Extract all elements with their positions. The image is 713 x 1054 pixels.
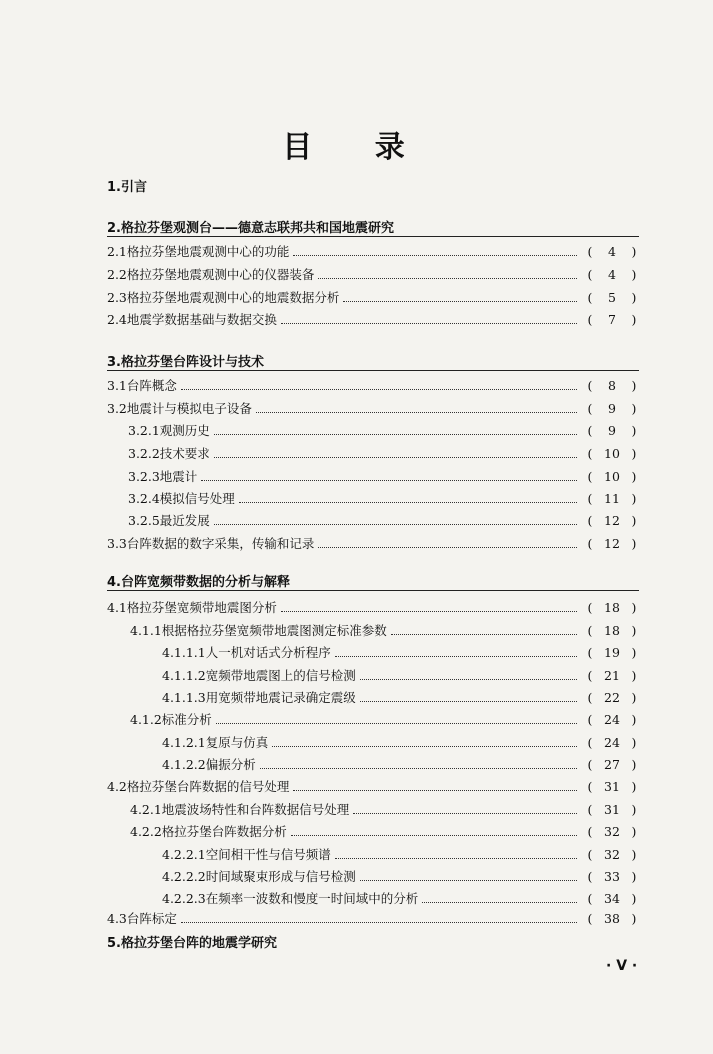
toc-entry-page: 9	[608, 401, 616, 416]
section-heading-5: 5.格拉芬堡台阵的地震学研究	[107, 936, 277, 951]
dot-leader	[214, 434, 577, 435]
toc-entry[interactable]: 3.2.2技术要求 ( 10 )	[128, 444, 639, 464]
toc-entry-page: 18	[604, 600, 620, 615]
toc-entry-label: 4.2格拉芬堡台阵数据的信号处理	[107, 779, 290, 794]
toc-entry[interactable]: 4.2.1地震波场特性和台阵数据信号处理 ( 31 )	[130, 800, 639, 820]
toc-entry-page: 32	[604, 824, 620, 839]
toc-entry-label: 3.2.4模拟信号处理	[128, 491, 235, 506]
dot-leader	[353, 813, 577, 814]
toc-entry-label: 4.2.1地震波场特性和台阵数据信号处理	[130, 802, 350, 817]
dot-leader	[343, 301, 577, 302]
toc-entry-label: 4.1.2.2偏振分析	[162, 757, 256, 772]
toc-entry-page: 11	[604, 491, 620, 506]
toc-entry-label: 4.1.2.1复原与仿真	[162, 735, 269, 750]
toc-entry-page: 38	[604, 911, 620, 926]
page-title: 目 录	[282, 130, 431, 165]
toc-entry-page: 12	[604, 513, 620, 528]
toc-entry-page: 21	[604, 668, 620, 683]
toc-entry-page: 24	[604, 712, 620, 727]
toc-entry[interactable]: 3.2.1观测历史 ( 9 )	[128, 421, 639, 441]
toc-entry[interactable]: 4.1格拉芬堡宽频带地震图分析 ( 18 )	[107, 598, 639, 618]
toc-entry[interactable]: 4.2.2.3在频率一波数和慢度一时间域中的分析 ( 34 )	[162, 889, 639, 909]
toc-entry[interactable]: 4.2格拉芬堡台阵数据的信号处理 ( 31 )	[107, 777, 639, 797]
toc-entry[interactable]: 4.1.1根据格拉芬堡宽频带地震图测定标准参数 ( 18 )	[130, 621, 639, 641]
toc-entry-label: 4.2.2.2时间域聚束形成与信号检测	[162, 869, 356, 884]
toc-entry-page: 19	[604, 645, 620, 660]
toc-entry-label: 4.1.1.2宽频带地震图上的信号检测	[162, 668, 356, 683]
toc-entry[interactable]: 4.3台阵标定 ( 38 )	[107, 909, 639, 929]
dot-leader	[216, 723, 577, 724]
toc-entry[interactable]: 3.1台阵概念 ( 8 )	[107, 376, 639, 396]
toc-entry-label: 2.2格拉芬堡地震观测中心的仪器装备	[107, 267, 315, 282]
toc-entry-label: 4.1格拉芬堡宽频带地震图分析	[107, 600, 277, 615]
dot-leader	[291, 835, 577, 836]
dot-leader	[214, 524, 577, 525]
dot-leader	[293, 790, 577, 791]
toc-entry[interactable]: 4.1.1.1人一机对话式分析程序 ( 19 )	[162, 643, 639, 663]
section-rule-2	[107, 236, 639, 237]
dot-leader	[360, 701, 577, 702]
toc-entry-label: 3.2地震计与模拟电子设备	[107, 401, 252, 416]
section-heading-1: 1.引言	[107, 180, 147, 195]
toc-entry[interactable]: 2.2格拉芬堡地震观测中心的仪器装备 ( 4 )	[107, 265, 639, 285]
dot-leader	[256, 412, 577, 413]
toc-entry[interactable]: 3.2.5最近发展 ( 12 )	[128, 511, 639, 531]
toc-entry-label: 4.2.2.1空间相干性与信号频谱	[162, 847, 331, 862]
toc-entry-label: 3.3台阵数据的数字采集，传输和记录	[107, 536, 315, 551]
toc-entry[interactable]: 4.1.2标准分析 ( 24 )	[130, 710, 639, 730]
toc-entry-label: 3.2.5最近发展	[128, 513, 210, 528]
toc-entry-page: 34	[604, 891, 620, 906]
toc-entry-label: 2.3格拉芬堡地震观测中心的地震数据分析	[107, 290, 340, 305]
toc-entry[interactable]: 4.2.2格拉芬堡台阵数据分析 ( 32 )	[130, 822, 639, 842]
section-heading-4: 4.台阵宽频带数据的分析与解释	[107, 575, 290, 590]
dot-leader	[260, 768, 577, 769]
dot-leader	[239, 502, 577, 503]
toc-entry[interactable]: 4.1.1.2宽频带地震图上的信号检测 ( 21 )	[162, 666, 639, 686]
dot-leader	[318, 547, 577, 548]
dot-leader	[360, 679, 577, 680]
toc-entry[interactable]: 3.2.4模拟信号处理 ( 11 )	[128, 489, 639, 509]
toc-entry-page: 9	[608, 423, 616, 438]
toc-entry-page: 32	[604, 847, 620, 862]
dot-leader	[391, 634, 577, 635]
toc-entry[interactable]: 3.2.3地震计 ( 10 )	[128, 467, 639, 487]
dot-leader	[181, 922, 577, 923]
toc-entry[interactable]: 2.3格拉芬堡地震观测中心的地震数据分析 ( 5 )	[107, 288, 639, 308]
toc-entry-page: 4	[608, 267, 616, 282]
toc-entry-page: 5	[608, 290, 616, 305]
toc-entry-label: 4.2.2格拉芬堡台阵数据分析	[130, 824, 287, 839]
toc-entry-page: 12	[604, 536, 620, 551]
toc-entry[interactable]: 4.1.2.2偏振分析 ( 27 )	[162, 755, 639, 775]
dot-leader	[293, 255, 577, 256]
toc-entry-label: 3.2.3地震计	[128, 469, 198, 484]
page-folio: · Ⅴ ·	[606, 958, 638, 974]
toc-entry-label: 4.1.1.1人一机对话式分析程序	[162, 645, 331, 660]
toc-entry-label: 2.1格拉芬堡地震观测中心的功能	[107, 244, 290, 259]
dot-leader	[335, 858, 577, 859]
toc-entry-page: 8	[608, 378, 616, 393]
toc-entry-page: 10	[604, 446, 620, 461]
toc-entry[interactable]: 3.2地震计与模拟电子设备 ( 9 )	[107, 399, 639, 419]
toc-entry-page: 31	[604, 802, 620, 817]
section-heading-2: 2.格拉芬堡观测台——德意志联邦共和国地震研究	[107, 221, 394, 236]
section-rule-4	[107, 590, 639, 591]
dot-leader	[281, 323, 577, 324]
toc-entry-page: 33	[604, 869, 620, 884]
toc-entry-page: 7	[608, 312, 616, 327]
toc-entry[interactable]: 2.4地震学数据基础与数据交换 ( 7 )	[107, 310, 639, 330]
toc-entry-page: 24	[604, 735, 620, 750]
toc-entry[interactable]: 4.2.2.2时间域聚束形成与信号检测 ( 33 )	[162, 867, 639, 887]
toc-entry-label: 4.2.2.3在频率一波数和慢度一时间域中的分析	[162, 891, 419, 906]
toc-entry-label: 3.2.2技术要求	[128, 446, 210, 461]
toc-entry-label: 4.1.1.3用宽频带地震记录确定震级	[162, 690, 356, 705]
section-rule-3	[107, 370, 639, 371]
dot-leader	[281, 611, 577, 612]
toc-entry-label: 2.4地震学数据基础与数据交换	[107, 312, 277, 327]
toc-entry-label: 3.1台阵概念	[107, 378, 177, 393]
dot-leader	[181, 389, 577, 390]
toc-entry-page: 31	[604, 779, 620, 794]
toc-entry[interactable]: 3.3台阵数据的数字采集，传输和记录 ( 12 )	[107, 534, 639, 554]
dot-leader	[201, 480, 577, 481]
toc-entry[interactable]: 2.1格拉芬堡地震观测中心的功能 ( 4 )	[107, 242, 639, 262]
dot-leader	[360, 880, 577, 881]
toc-entry-page: 27	[604, 757, 620, 772]
toc-entry-label: 4.3台阵标定	[107, 911, 177, 926]
dot-leader	[422, 902, 577, 903]
toc-entry-label: 3.2.1观测历史	[128, 423, 210, 438]
section-heading-3: 3.格拉芬堡台阵设计与技术	[107, 355, 264, 370]
dot-leader	[335, 656, 577, 657]
dot-leader	[318, 278, 577, 279]
toc-entry-label: 4.1.2标准分析	[130, 712, 212, 727]
toc-entry-label: 4.1.1根据格拉芬堡宽频带地震图测定标准参数	[130, 623, 387, 638]
toc-entry[interactable]: 4.1.1.3用宽频带地震记录确定震级 ( 22 )	[162, 688, 639, 708]
toc-entry-page: 4	[608, 244, 616, 259]
toc-entry[interactable]: 4.2.2.1空间相干性与信号频谱 ( 32 )	[162, 845, 639, 865]
toc-entry-page: 18	[604, 623, 620, 638]
toc-entry-page: 22	[604, 690, 620, 705]
dot-leader	[272, 746, 577, 747]
dot-leader	[214, 457, 577, 458]
toc-entry-page: 10	[604, 469, 620, 484]
toc-entry[interactable]: 4.1.2.1复原与仿真 ( 24 )	[162, 733, 639, 753]
